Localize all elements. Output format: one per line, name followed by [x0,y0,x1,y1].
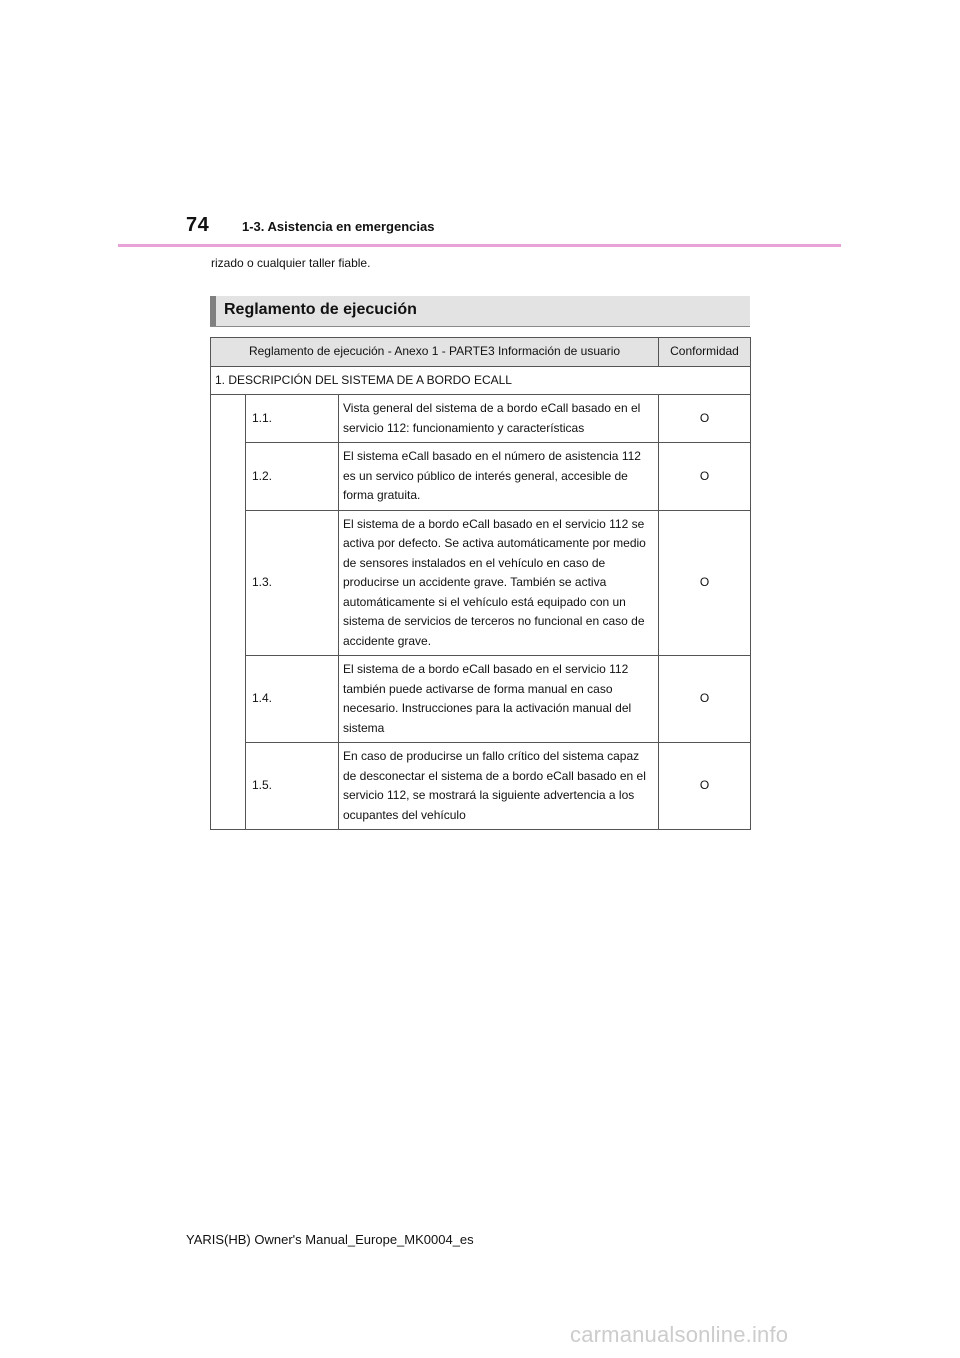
watermark: carmanualsonline.info [570,1322,789,1347]
table-row [211,395,751,443]
table-cell-conformity: O [659,395,751,443]
continuation-text: rizado o cualquier taller fiable. [211,256,371,270]
heading-accent-bar [210,296,216,326]
table-indent-cell [211,395,246,830]
regulation-table [210,337,751,830]
footer-manual-id: YARIS(HB) Owner's Manual_Europe_MK0004_es [186,1232,474,1247]
table-header-conformity: Conformidad [659,338,751,367]
table-cell-conformity: O [659,510,751,656]
section-heading: Reglamento de ejecución [224,301,417,318]
table-cell-number: 1.5. [246,743,339,830]
table-cell-text: El sistema de a bordo eCall basado en el servicio 112 también puede activarse de forma manual en caso necesario. Instrucciones para la activación manual del sistema [339,656,659,743]
section-heading-box [210,296,750,327]
table-cell-number: 1.3. [246,510,339,656]
table-cell-text: En caso de producirse un fallo crítico del sistema capaz de desconectar el sistema de a bordo eCall basado en el servicio 112, se mostrará la siguiente advertencia a los ocupantes del vehículo [339,743,659,830]
table-cell-number: 1.1. [246,395,339,443]
table-header-row [211,338,751,367]
header-rule [118,244,841,247]
table-cell-text: El sistema de a bordo eCall basado en el servicio 112 se activa por defecto. Se activa automáticamente por medio de sensores instalados en el vehículo en caso de producirse un accidente grave. También se activa automáticamente si el vehículo está equipado con un sistema de servicios de terceros no funcional en caso de accidente grave. [339,510,659,656]
table-cell-text: El sistema eCall basado en el número de asistencia 112 es un servico público de interés general, accesible de forma gratuita. [339,443,659,511]
table-row [211,656,751,743]
table-header-regulation: Reglamento de ejecución - Anexo 1 - PARTE3 Información de usuario [211,338,659,367]
table-cell-text: Vista general del sistema de a bordo eCall basado en el servicio 112: funcionamiento y características [339,395,659,443]
table-cell-conformity: O [659,656,751,743]
table-cell-conformity: O [659,443,751,511]
table-row [211,443,751,511]
table-section-title: 1. DESCRIPCIÓN DEL SISTEMA DE A BORDO ECALL [211,366,751,395]
section-title: 1-3. Asistencia en emergencias [242,219,435,234]
table-section-row [211,366,751,395]
page-number: 74 [186,214,210,236]
table-row [211,743,751,830]
table-cell-conformity: O [659,743,751,830]
table-row [211,510,751,656]
table-cell-number: 1.4. [246,656,339,743]
table-cell-number: 1.2. [246,443,339,511]
